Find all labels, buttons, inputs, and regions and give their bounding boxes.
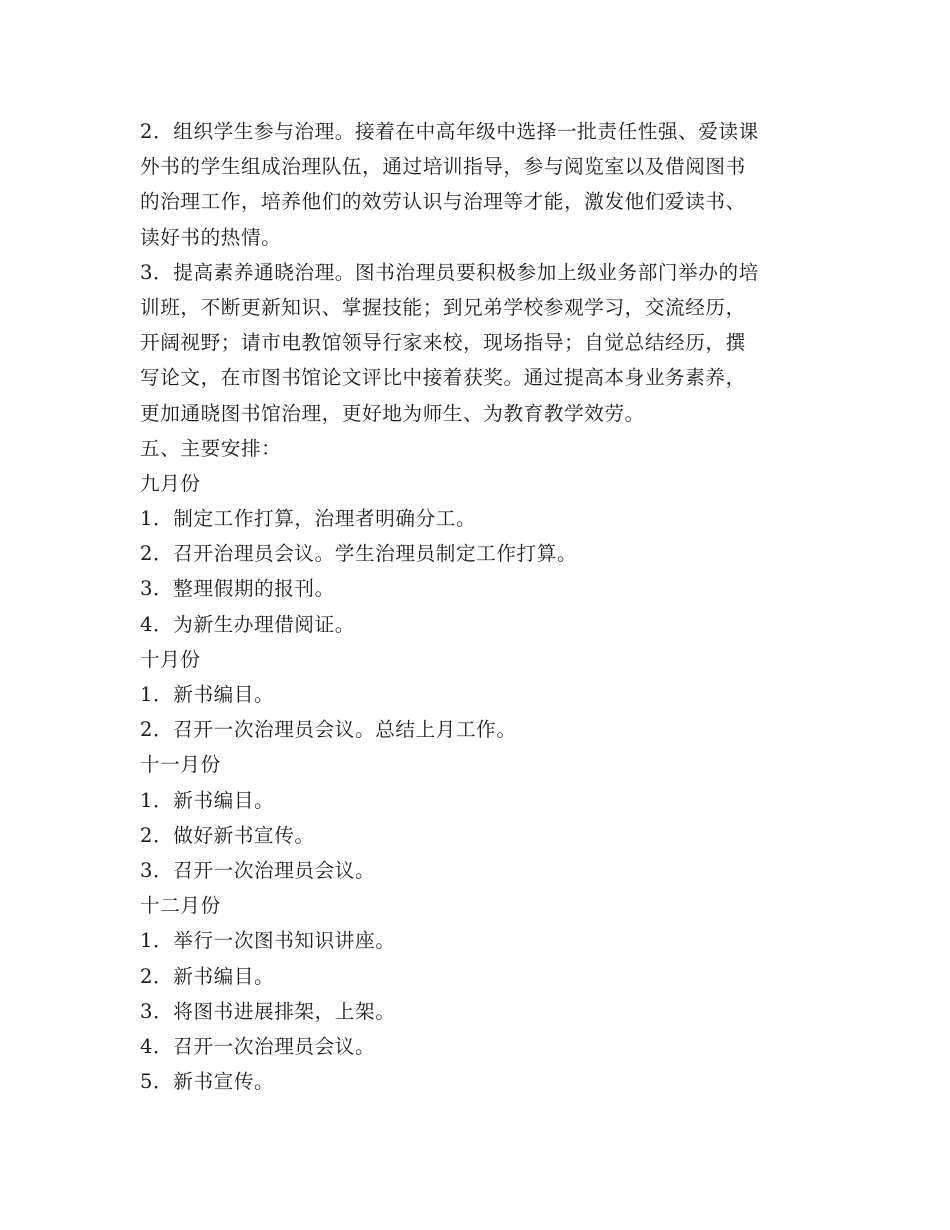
list-item: 4．召开一次治理员会议。 [140,1034,376,1058]
month-december [140,888,812,1099]
list-item: 2．新书编目。 [140,964,275,988]
month-heading: 十一月份 [140,753,221,777]
month-heading: 九月份 [140,471,201,495]
month-heading: 十二月份 [140,894,221,918]
text-line: 外书的学生组成治理队伍，通过培训指导，参与阅览室以及借阅图书 [140,155,746,179]
text-line: 读好书的热情。 [140,225,282,249]
paragraph-student-participation [140,114,812,255]
text-line: 训班，不断更新知识、掌握技能；到兄弟学校参观学习，交流经历， [140,295,746,319]
text-line: 更加通晓图书馆治理，更好地为师生、为教育教学效劳。 [140,401,645,425]
list-item: 4．为新生办理借阅证。 [140,612,356,636]
list-item: 3．召开一次治理员会议。 [140,858,376,882]
list-item: 2．做好新书宣传。 [140,823,315,847]
month-heading: 十月份 [140,647,201,671]
text-line: 3．提高素养通晓治理。图书治理员要积极参加上级业务部门举办的培 [140,260,759,284]
document-page [140,114,812,1099]
list-item: 3．整理假期的报刊。 [140,577,335,601]
month-september [140,466,812,642]
list-item: 3．将图书进展排架，上架。 [140,999,396,1023]
month-october [140,642,812,748]
month-november [140,747,812,888]
text-line: 的治理工作，培养他们的效劳认识与治理等才能，激发他们爱读书、 [140,190,746,214]
text-line: 写论文，在市图书馆论文评比中接着获奖。通过提高本身业务素养， [140,366,746,390]
list-item: 1．举行一次图书知识讲座。 [140,929,396,953]
list-item: 5．新书宣传。 [140,1070,275,1094]
text-line: 开阔视野；请市电教馆领导行家来校，现场指导；自觉总结经历，撰 [140,331,746,355]
list-item: 1．新书编目。 [140,683,275,706]
list-item: 2．召开治理员会议。学生治理员制定工作打算。 [140,542,578,566]
section-heading: 五、主要安排： [140,436,282,460]
text-line: 2．组织学生参与治理。接着在中高年级中选择一批责任性强、爱读课 [140,120,759,143]
list-item: 1．新书编目。 [140,788,275,812]
list-item: 1．制定工作打算，治理者明确分工。 [140,507,477,531]
paragraph-improve-quality [140,255,812,431]
list-item: 2．召开一次治理员会议。总结上月工作。 [140,718,517,742]
